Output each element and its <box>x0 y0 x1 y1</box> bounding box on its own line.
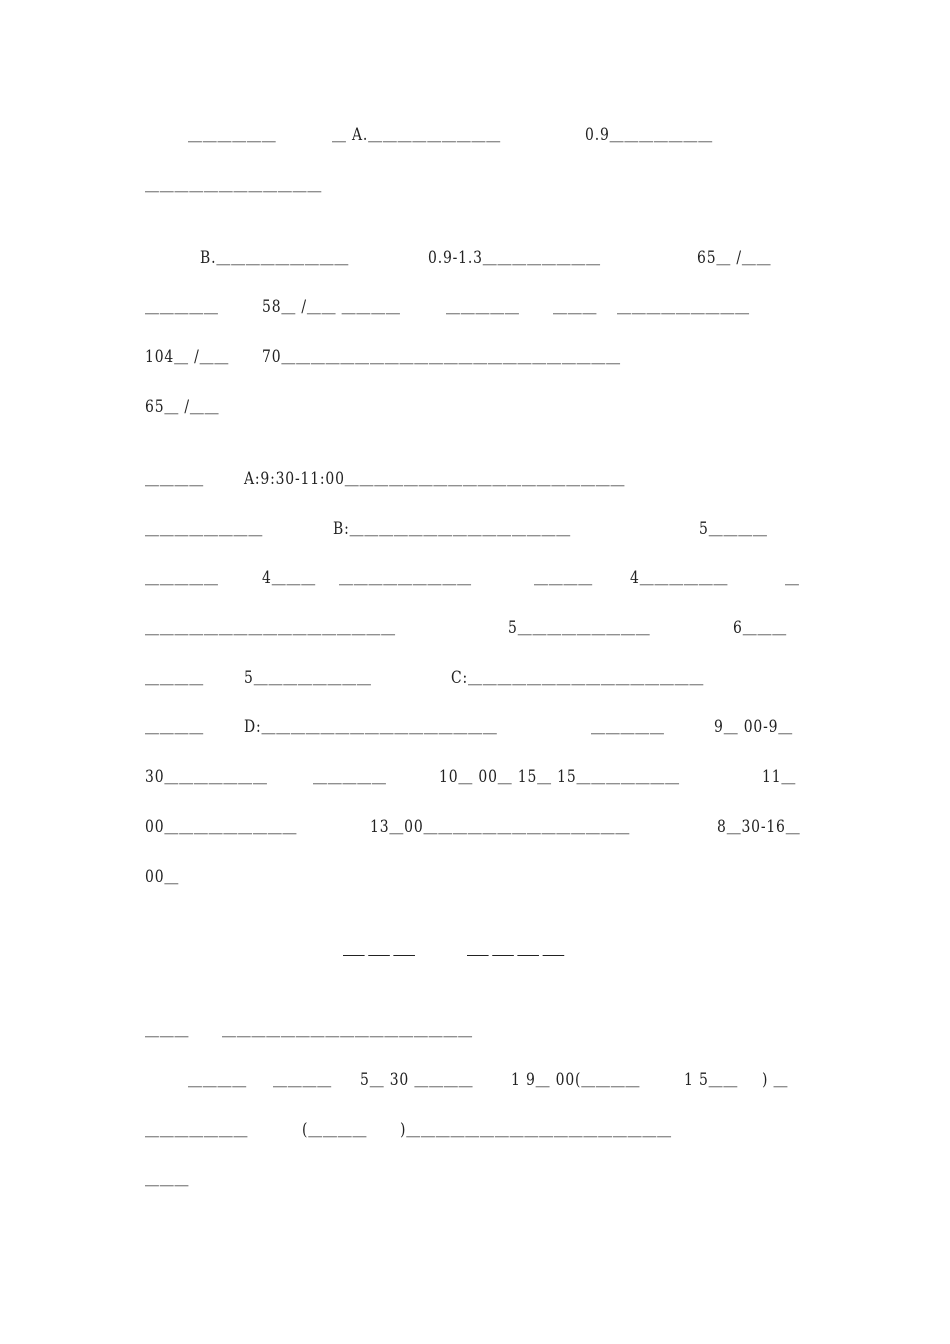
text-segment: 8＿30-16＿ <box>717 817 801 837</box>
text-segment: ＿＿＿＿＿＿ <box>188 125 277 145</box>
text-segment: )＿＿＿＿＿＿＿＿＿＿＿＿＿＿＿＿＿＿ <box>400 1120 672 1140</box>
text-segment: 1 5＿＿ <box>684 1070 739 1090</box>
text-segment: 4＿＿＿ <box>262 568 316 588</box>
text-segment: ＿＿＿＿ <box>145 469 205 489</box>
text-segment: ＿＿＿＿ <box>188 1070 248 1090</box>
text-segment: 5＿＿＿＿ <box>699 519 768 539</box>
text-segment: ＿＿＿＿＿ <box>145 297 219 317</box>
text-segment: ＿ <box>785 568 800 588</box>
text-line <box>0 563 950 593</box>
text-segment: 5＿＿＿＿＿＿＿＿＿ <box>508 618 651 638</box>
text-segment: 1 9＿ 00(＿＿＿＿ <box>511 1070 641 1090</box>
text-segment: 9＿ 00-9＿ <box>714 717 794 737</box>
text-line <box>0 1115 950 1145</box>
text-segment: 30＿＿＿＿＿＿＿ <box>145 767 268 787</box>
text-segment: ＿＿＿＿ <box>145 717 205 737</box>
text-segment: ＿ A.＿＿＿＿＿＿＿＿＿ <box>332 125 501 145</box>
text-segment: 65＿ /＿＿ <box>145 397 220 417</box>
text-segment: ＿＿＿ <box>553 297 598 317</box>
text-line <box>0 243 950 273</box>
text-segment: 65＿ /＿＿ <box>697 248 772 268</box>
text-segment: 70＿＿＿＿＿＿＿＿＿＿＿＿＿＿＿＿＿＿＿＿＿＿＿ <box>262 347 621 367</box>
text-segment: ＿＿＿ <box>145 1020 190 1040</box>
text-line <box>0 862 950 892</box>
text-segment: A:9:30-11:00＿＿＿＿＿＿＿＿＿＿＿＿＿＿＿＿＿＿＿ <box>244 469 626 489</box>
text-segment: 4＿＿＿＿＿＿ <box>630 568 729 588</box>
text-line <box>0 1164 950 1194</box>
text-segment: 00＿＿＿＿＿＿＿＿＿ <box>145 817 298 837</box>
text-line <box>0 762 950 792</box>
text-segment: ＿＿＿ <box>145 1169 190 1189</box>
text-segment: 104＿ /＿＿ <box>145 347 230 367</box>
text-segment: ＿＿＿＿ <box>273 1070 333 1090</box>
text-segment: ＿＿＿＿ <box>145 668 205 688</box>
text-line <box>0 464 950 494</box>
text-segment: ＿＿＿＿＿ <box>446 297 520 317</box>
text-line <box>0 812 950 842</box>
text-segment: ＿＿＿＿＿＿＿ <box>145 1120 249 1140</box>
section-heading <box>0 926 950 964</box>
text-segment: ＿＿＿＿＿ <box>145 568 219 588</box>
text-segment: ＿＿＿＿＿＿＿＿＿ <box>339 568 472 588</box>
text-segment: ＿＿＿＿＿＿＿＿＿＿＿＿ <box>145 175 323 195</box>
text-line <box>0 663 950 693</box>
text-line <box>0 170 950 200</box>
text-line <box>0 712 950 742</box>
text-segment: (＿＿＿＿ <box>302 1120 368 1140</box>
text-segment: ) ＿ <box>762 1070 789 1090</box>
text-line <box>0 120 950 150</box>
text-segment: 0.9＿＿＿＿＿＿＿ <box>585 125 713 145</box>
text-segment: 6＿＿＿ <box>733 618 787 638</box>
text-line <box>0 1065 950 1095</box>
text-segment: 11＿ <box>762 767 797 787</box>
heading-segment: ＿＿＿ <box>343 931 419 959</box>
text-segment: ＿＿＿＿＿＿＿＿ <box>145 519 264 539</box>
text-segment: 5＿＿＿＿＿＿＿＿ <box>244 668 372 688</box>
heading-segment: ＿＿＿＿ <box>467 931 568 959</box>
text-segment: B:＿＿＿＿＿＿＿＿＿＿＿＿＿＿＿ <box>333 519 571 539</box>
text-line <box>0 613 950 643</box>
text-line <box>0 392 950 422</box>
text-line <box>0 292 950 322</box>
text-segment: ＿＿＿＿＿ <box>313 767 387 787</box>
text-segment: ＿＿＿＿＿＿＿＿＿＿＿＿＿＿＿＿＿ <box>145 618 396 638</box>
text-segment: ＿＿＿＿ <box>534 568 594 588</box>
text-line <box>0 514 950 544</box>
text-segment: ＿＿＿＿＿＿＿＿＿＿＿＿＿＿＿＿＿ <box>222 1020 473 1040</box>
text-segment: D:＿＿＿＿＿＿＿＿＿＿＿＿＿＿＿＿ <box>244 717 498 737</box>
text-segment: 5＿ 30 ＿＿＿＿ <box>360 1070 474 1090</box>
text-line <box>0 1015 950 1045</box>
text-segment: 0.9-1.3＿＿＿＿＿＿＿＿ <box>428 248 601 268</box>
text-segment: 00＿ <box>145 867 180 887</box>
text-segment: 10＿ 00＿ 15＿ 15＿＿＿＿＿＿＿ <box>439 767 680 787</box>
text-segment: 13＿00＿＿＿＿＿＿＿＿＿＿＿＿＿＿ <box>370 817 631 837</box>
text-segment: B.＿＿＿＿＿＿＿＿＿ <box>200 248 350 268</box>
text-segment: ＿＿＿＿＿＿＿＿＿ <box>617 297 750 317</box>
text-line <box>0 342 950 372</box>
text-segment: 58＿ /＿＿ ＿＿＿＿ <box>262 297 401 317</box>
text-segment: C:＿＿＿＿＿＿＿＿＿＿＿＿＿＿＿＿ <box>451 668 705 688</box>
text-segment: ＿＿＿＿＿ <box>591 717 665 737</box>
